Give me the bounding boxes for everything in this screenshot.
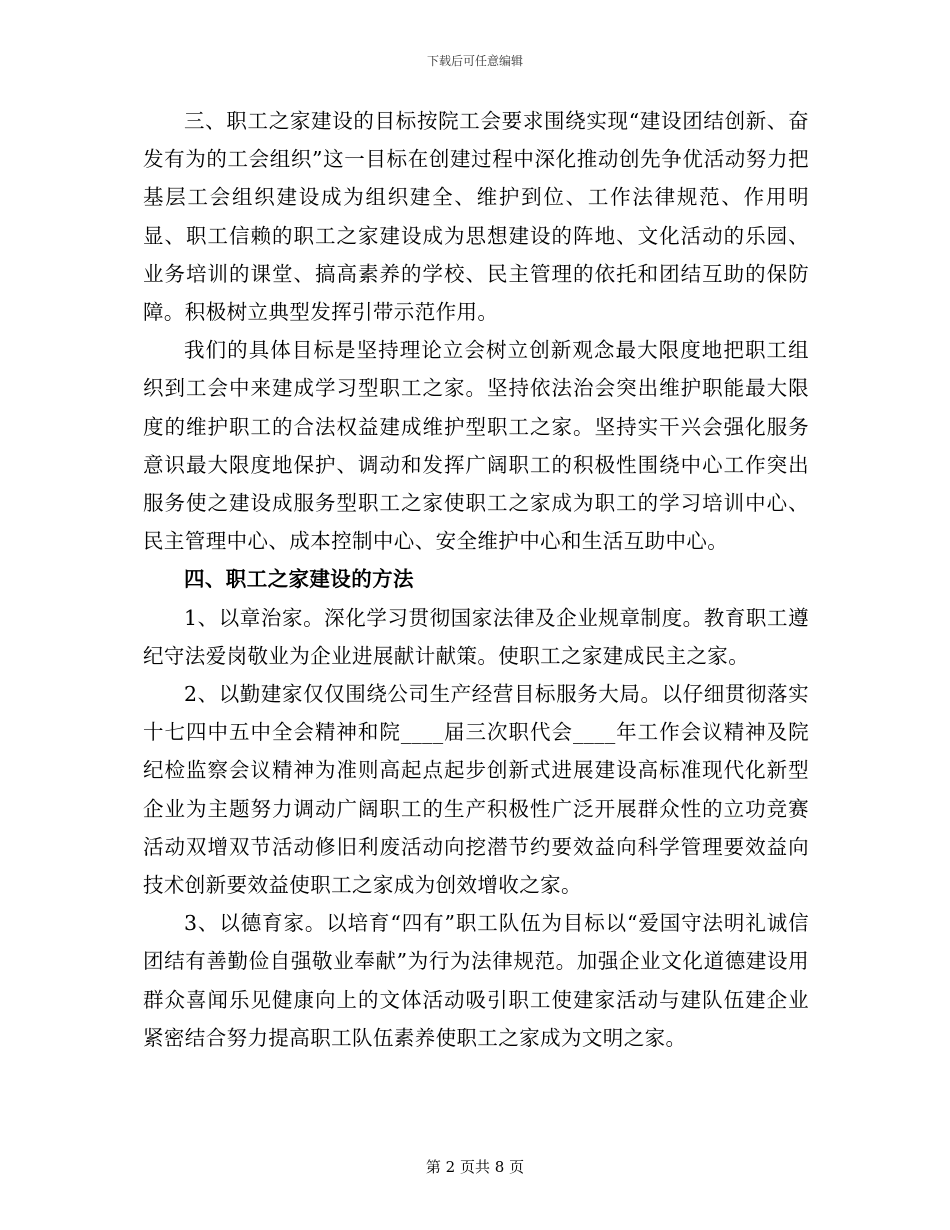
section-heading-methods: 四、职工之家建设的方法 <box>184 567 414 592</box>
paragraph-method-1: 1、以章治家。深化学习贯彻国家法律及企业规章制度。教育职工遵纪守法爱岗敬业为企业进展献计献策。使职工之家建成民主之家。 <box>143 605 809 668</box>
page-number-footer: 第 2 页共 8 页 <box>425 1158 525 1176</box>
document-body <box>143 102 809 1057</box>
paragraph-specific-goals: 我们的具体目标是坚持理论立会树立创新观念最大限度地把职工组织到工会中来建成学习型职工之家。坚持依法治会突出维护职能最大限度的维护职工的合法权益建成维护型职工之家。坚持实干兴会强化服务意识最大限度地保护、调动和发挥广阔职工的积极性围绕中心工作突出服务使之建设成服务型职工之家使职工之家成为职工的学习培训中心、民主管理中心、成本控制中心、安全维护中心和生活互助中心。 <box>143 338 809 554</box>
paragraph-goals: 三、职工之家建设的目标按院工会要求围绕实现“建设团结创新、奋发有为的工会组织”这一目标在创建过程中深化推动创先争优活动努力把基层工会组织建设成为组织建全、维护到位、工作法律规范、作用明显、职工信赖的职工之家建设成为思想建设的阵地、文化活动的乐园、业务培训的课堂、搞高素养的学校、民主管理的依托和团结互助的保防障。积极树立典型发挥引带示范作用。 <box>143 109 809 325</box>
paragraph-method-3: 3、以德育家。以培育“四有”职工队伍为目标以“爱国守法明礼诚信团结有善勤俭自强敬业奉献”为行为法律规范。加强企业文化道德建设用群众喜闻乐见健康向上的文体活动吸引职工使建家活动与建队伍建企业紧密结合努力提高职工队伍素养使职工之家成为文明之家。 <box>143 911 809 1050</box>
paragraph-method-2: 2、以勤建家仅仅围绕公司生产经营目标服务大局。以仔细贯彻落实十七四中五中全会精神和院____届三次职代会____年工作会议精神及院纪检监察会议精神为准则高起点起步创新式进展建设高标准现代化新型企业为主题努力调动广阔职工的生产积极性广泛开展群众性的立功竞赛活动双增双节活动修旧利废活动向挖潜节约要效益向科学管理要效益向技术创新要效益使职工之家成为创效增收之家。 <box>143 682 809 898</box>
page-header: 下载后可任意编辑 <box>426 54 523 68</box>
